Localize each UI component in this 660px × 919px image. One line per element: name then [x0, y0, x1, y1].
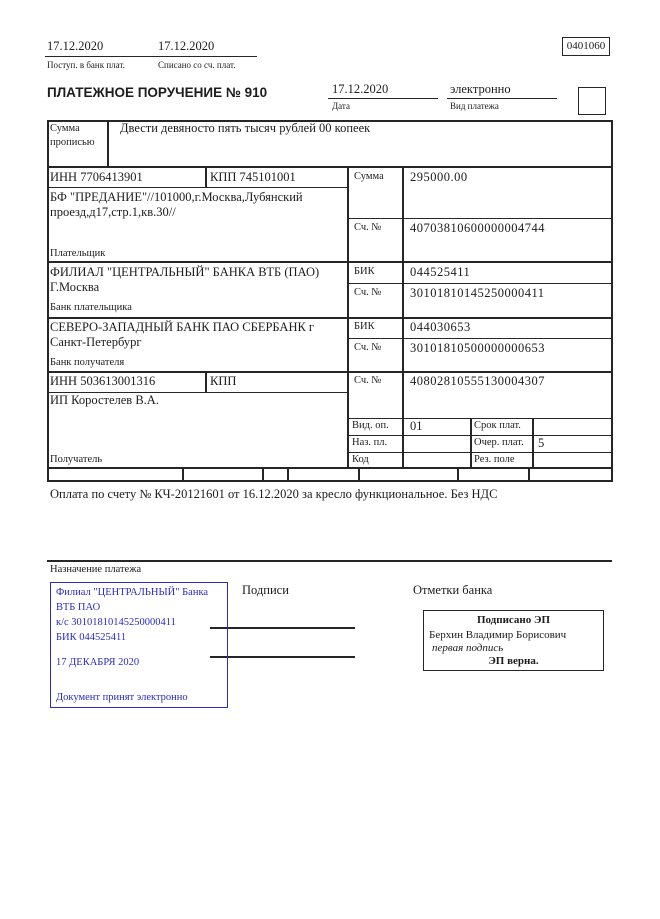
payment-kind: электронно — [450, 82, 511, 96]
payer-inn: ИНН 7706413901 — [50, 170, 143, 184]
form-code-box: 0401060 — [562, 37, 610, 56]
document-date: 17.12.2020 — [332, 82, 389, 96]
due-date-label: Срок плат. — [474, 420, 521, 431]
beneficiary-bank-bik-label: БИК — [354, 321, 375, 332]
stamp-corr-account: к/с 30101810145250000411 — [56, 617, 176, 628]
grid-line — [107, 120, 109, 167]
empty-checkbox — [578, 87, 606, 115]
grid-line — [528, 467, 530, 481]
grid-line — [47, 317, 612, 319]
signature-line — [210, 627, 355, 629]
op-kind-value: 01 — [410, 419, 423, 433]
stamp-bik: БИК 044525411 — [56, 632, 127, 643]
signer-name: Берхин Владимир Борисович — [429, 629, 567, 641]
stamp-bank-name-line1: Филиал "ЦЕНТРАЛЬНЫЙ" Банка — [56, 587, 209, 598]
grid-line — [358, 467, 360, 481]
payer-kpp: КПП 745101001 — [210, 170, 296, 184]
payer-bank-name-line2: Г.Москва — [50, 280, 100, 294]
beneficiary-bank-account-label: Сч. № — [354, 342, 382, 353]
grid-line — [47, 120, 49, 482]
payer-bank-name-line1: ФИЛИАЛ "ЦЕНТРАЛЬНЫЙ" БАНКА ВТБ (ПАО) — [50, 265, 320, 279]
grid-line — [347, 452, 612, 453]
grid-line — [182, 467, 184, 481]
grid-line — [262, 467, 264, 481]
beneficiary-bank-account: 30101810500000000653 — [410, 341, 545, 355]
debited-date: 17.12.2020 — [158, 39, 215, 53]
beneficiary-bank-label: Банк получателя — [50, 357, 125, 368]
stamp-bank-name-line2: ВТБ ПАО — [56, 602, 101, 613]
received-date: 17.12.2020 — [47, 39, 104, 53]
payer-bank-label: Банк плательщика — [50, 302, 132, 313]
signatures-title: Подписи — [242, 583, 289, 597]
payer-name-line1: БФ "ПРЕДАНИЕ"//101000,г.Москва,Лубянский — [50, 190, 303, 204]
divider-line — [47, 560, 612, 562]
beneficiary-name: ИП Коростелев В.А. — [50, 393, 159, 407]
divider-line — [45, 56, 165, 57]
grid-line — [611, 120, 613, 482]
document-title: ПЛАТЕЖНОЕ ПОРУЧЕНИЕ № 910 — [47, 85, 268, 100]
grid-line — [347, 338, 612, 339]
divider-line — [155, 56, 257, 57]
grid-line — [347, 435, 612, 436]
grid-line — [205, 166, 207, 188]
grid-line — [532, 418, 534, 468]
signature-line — [210, 656, 355, 658]
payer-bank-bik-label: БИК — [354, 266, 375, 277]
payer-account-label: Сч. № — [354, 222, 382, 233]
reserve-field-label: Рез. поле — [474, 454, 515, 465]
grid-line — [287, 467, 289, 481]
code-label: Код — [352, 454, 369, 465]
beneficiary-label: Получатель — [50, 454, 103, 465]
purpose-code-label: Наз. пл. — [352, 437, 388, 448]
electronic-signature-box — [423, 610, 604, 671]
received-date-label: Поступ. в банк плат. — [47, 60, 125, 70]
payer-label: Плательщик — [50, 248, 106, 259]
payer-bank-account: 30101810145250000411 — [410, 286, 545, 300]
bank-marks-title: Отметки банка — [413, 583, 493, 597]
document-date-label: Дата — [332, 101, 350, 111]
amount-words-label: Сумма прописью — [50, 123, 95, 148]
sum-label: Сумма — [354, 171, 384, 182]
beneficiary-account-label: Сч. № — [354, 375, 382, 386]
payer-bank-account-label: Сч. № — [354, 287, 382, 298]
grid-line — [47, 166, 612, 168]
amount-words-value: Двести девяносто пять тысяч рублей 00 копеек — [120, 121, 371, 135]
sum-value: 295000.00 — [410, 170, 468, 184]
payer-account: 40703810600000004744 — [410, 221, 545, 235]
bank-stamp — [50, 582, 228, 708]
grid-line — [47, 480, 612, 482]
divider-line — [328, 98, 438, 99]
divider-line — [447, 98, 557, 99]
stamp-date: 17 ДЕКАБРЯ 2020 — [56, 657, 140, 668]
signed-ep-title: Подписано ЭП — [476, 614, 551, 626]
beneficiary-bank-name-line1: СЕВЕРО-ЗАПАДНЫЙ БАНК ПАО СБЕРБАНК г — [50, 320, 315, 334]
stamp-accepted-text: Документ принят электронно — [56, 692, 188, 703]
beneficiary-kpp-label: КПП — [210, 374, 237, 388]
beneficiary-account: 40802810555130004307 — [410, 374, 545, 388]
grid-line — [347, 283, 612, 284]
grid-line — [347, 218, 612, 219]
grid-line — [457, 467, 459, 481]
priority-label: Очер. плат. — [474, 437, 524, 448]
debited-date-label: Списано со сч. плат. — [158, 60, 236, 70]
beneficiary-bank-name-line2: Санкт-Петербург — [50, 335, 142, 349]
payment-kind-label: Вид платежа — [450, 101, 499, 111]
grid-line — [47, 371, 612, 373]
ep-valid-text: ЭП верна. — [488, 655, 539, 667]
grid-line — [470, 418, 472, 468]
payment-purpose-label: Назначение платежа — [50, 564, 142, 575]
grid-line — [47, 261, 612, 263]
payer-bank-bik: 044525411 — [410, 265, 471, 279]
op-kind-label: Вид. оп. — [352, 420, 389, 431]
beneficiary-bank-bik: 044030653 — [410, 320, 471, 334]
payment-purpose-text: Оплата по счету № КЧ-20121601 от 16.12.2020 за кресло функциональное. Без НДС — [50, 487, 498, 501]
signature-kind: первая подпись — [432, 642, 504, 654]
priority-value: 5 — [538, 436, 545, 450]
grid-line — [205, 371, 207, 393]
payer-name-line2: проезд,д17,стр.1,кв.30// — [50, 205, 176, 219]
beneficiary-inn: ИНН 503613001316 — [50, 374, 156, 388]
grid-line — [347, 418, 612, 419]
grid-line — [47, 187, 347, 188]
